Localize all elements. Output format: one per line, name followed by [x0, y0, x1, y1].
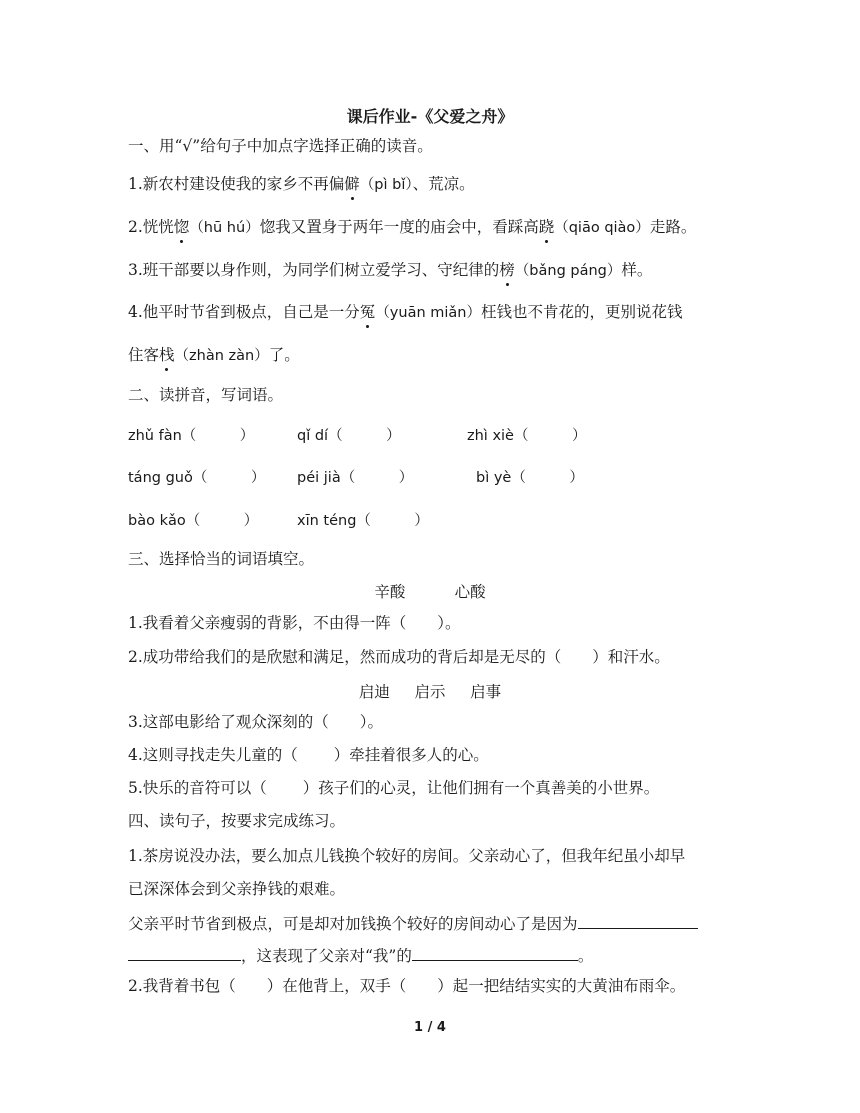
answer-blank[interactable] [578, 912, 698, 929]
q-text: 走路。 [649, 218, 697, 236]
question-1-1 [128, 174, 475, 195]
dotted-char: 僻 [344, 175, 360, 193]
dotted-char: 跷 [538, 218, 555, 236]
pinyin-item: xīn téng（ ） [297, 513, 429, 529]
passage-4-1b: 已深深体会到父亲挣钱的艰难。 [128, 880, 346, 898]
q-text: 住客 [128, 346, 160, 364]
pinyin-item: zhì xiè（ ） [467, 428, 587, 444]
question-3-3: 3.这部电影给了观众深刻的（ ）。 [128, 713, 384, 731]
pinyin-options: （zhàn zàn） [174, 348, 269, 364]
q-text: 父亲平时节省到极点，可是却对加钱换个较好的房间动心了是因为 [128, 915, 578, 933]
pinyin-item: péi jià（ ） [297, 470, 414, 486]
question-3-5: 5.快乐的音符可以（ ）孩子们的心灵，让他们拥有一个真善美的小世界。 [128, 779, 660, 797]
q-text: ，这表现了父亲对“我”的 [241, 947, 412, 965]
dotted-char: 冤 [359, 303, 376, 321]
answer-blank[interactable] [412, 944, 578, 961]
question-3-1: 1.我看着父亲瘦弱的背影，不由得一阵（ ）。 [128, 614, 461, 632]
question-4-1 [128, 912, 698, 934]
page-title: 课后作业-《父爱之舟》 [346, 107, 514, 126]
question-1-4-cont [128, 345, 300, 366]
question-1-4 [128, 302, 683, 323]
pinyin-item: qǐ dí（ ） [297, 428, 401, 444]
page-number: 1 / 4 [414, 1020, 446, 1035]
q-text: 4.他平时节省到极点，自己是一分 [128, 303, 360, 321]
q-text: 惚我又置身于两年一度的庙会中，看踩高 [259, 218, 539, 236]
section-2-heading: 二、读拼音，写词语。 [128, 386, 284, 404]
question-3-4: 4.这则寻找走失儿童的（ ）牵挂着很多人的心。 [128, 746, 489, 764]
q-text: 2.恍恍 [128, 218, 174, 236]
section-4-heading: 四、读句子，按要求完成练习。 [128, 812, 346, 830]
q-text: 3.班干部要以身作则，为同学们树立爱学习、守纪律的 [128, 261, 500, 279]
pinyin-options: （hū hú） [189, 220, 260, 236]
word-options-2: 启迪 启示 启事 [358, 683, 502, 701]
pinyin-item: bì yè（ ） [476, 470, 584, 486]
pinyin-options: （pì bǐ） [359, 177, 413, 193]
q-text: 。 [577, 947, 594, 965]
question-1-3 [128, 260, 652, 281]
question-4-1-cont [128, 944, 593, 966]
q-text: 了。 [268, 346, 300, 364]
pinyin-item: táng guǒ（ ） [128, 470, 266, 486]
question-1-2 [128, 217, 696, 238]
dotted-char: 惚 [173, 218, 190, 236]
pinyin-item: bào kǎo（ ） [128, 513, 259, 529]
passage-4-1a: 1.茶房说没办法，要么加点儿钱换个较好的房间。父亲动心了，但我年纪虽小却早 [128, 847, 686, 865]
word-options-1: 辛酸 心酸 [374, 583, 486, 601]
q-text: 1.新农村建设使我的家乡不再偏 [128, 175, 345, 193]
pinyin-options: （yuān miǎn） [375, 305, 481, 321]
q-text: 枉钱也不肯花的，更别说花钱 [481, 303, 683, 321]
q-text: 、荒凉。 [412, 175, 475, 193]
dotted-char: 栈 [159, 346, 175, 364]
pinyin-options: （bǎng páng） [514, 263, 622, 279]
question-3-2: 2.成功带给我们的是欣慰和满足，然而成功的背后却是无尽的（ ）和汗水。 [128, 648, 670, 666]
section-3-heading: 三、选择恰当的词语填空。 [128, 550, 315, 568]
answer-blank[interactable] [128, 944, 241, 961]
dotted-char: 榜 [499, 261, 515, 279]
q-text: 样。 [621, 261, 653, 279]
question-4-2: 2.我背着书包（ ）在他背上，双手（ ）起一把结结实实的大黄油布雨伞。 [128, 977, 686, 995]
section-1-heading: 一、用“√”给句子中加点字选择正确的读音。 [128, 137, 433, 155]
pinyin-item: zhǔ fàn（ ） [128, 428, 255, 444]
pinyin-options: （qiāo qiào） [554, 220, 650, 236]
